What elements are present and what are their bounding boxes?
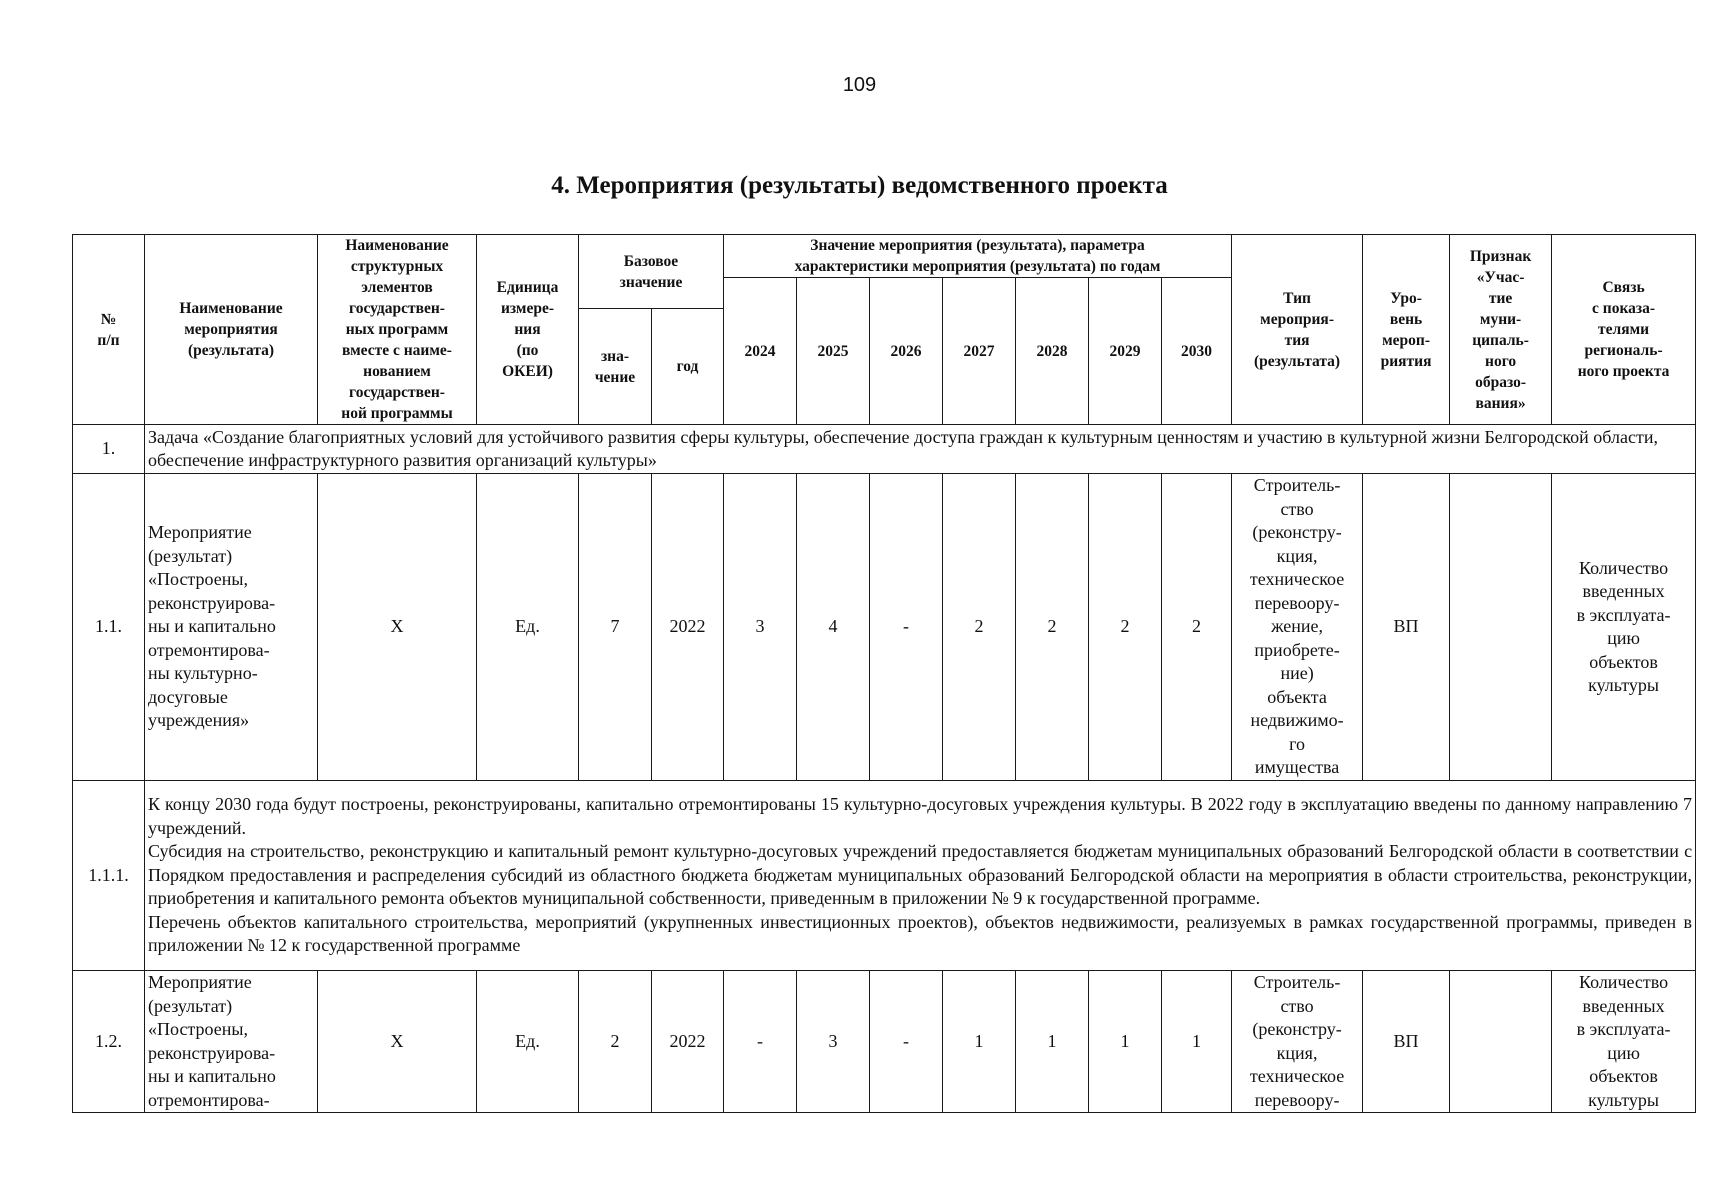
row-type: Строитель- ство (реконстру- кция, техническое перевоору- <box>1232 971 1363 1113</box>
header-name: Наименование мероприятия (результата) <box>145 235 318 425</box>
description-paragraph: Перечень объектов капитального строительства, мероприятий (укрупненных инвестиционных проектов), объектов недвижимости, реализуемых в рамках государственной программы, приведен в приложении № 12 к государственной программе <box>148 911 1693 956</box>
row-value-2026: - <box>870 971 943 1113</box>
page-number: 109 <box>842 74 877 96</box>
row-municipal-sign <box>1450 474 1552 781</box>
row-unit: Ед. <box>477 971 579 1113</box>
row-name: Мероприятие (результат) «Построены, реконструирова- ны и капитально отремонтирова- ны культурно- досуговые учреждения» <box>145 474 318 781</box>
page-title: 4. Мероприятия (результаты) ведомственного проекта <box>551 172 1168 199</box>
project-measures-table <box>72 234 1696 1113</box>
description-paragraph: Субсидия на строительство, реконструкцию и капитальный ремонт культурно-досуговых учреждений предоставляется бюджетам муниципальных образований Белгородской области в соответствии с Порядком предоставления и распределения субсидий из областного бюджета бюджетам муниципальных образований Белгородской области на мероприятия в области строительства, реконструкции, приобретения и капитального ремонта объектов муниципальной собственности, приведенным в приложении № 9 к государственной программе. <box>148 841 1693 909</box>
header-year-2030: 2030 <box>1162 278 1232 425</box>
row-structural-element: Х <box>318 971 477 1113</box>
row-name: Мероприятие (результат) «Построены, реконструирова- ны и капитально отремонтирова- <box>145 971 318 1113</box>
header-year-2027: 2027 <box>943 278 1016 425</box>
row-value-2025: 3 <box>797 971 870 1113</box>
row-value-2027: 2 <box>943 474 1016 781</box>
row-unit: Ед. <box>477 474 579 781</box>
task-row <box>73 425 1696 474</box>
row-value-2027: 1 <box>943 971 1016 1113</box>
header-year-2024: 2024 <box>724 278 797 425</box>
row-value-2030: 1 <box>1162 971 1232 1113</box>
row-num: 1.2. <box>73 971 145 1113</box>
description-num: 1.1.1. <box>73 781 145 971</box>
header-years-group: Значение мероприятия (результата), параметра характеристики мероприятия (результата) по годам <box>724 235 1232 278</box>
header-unit: Единица измере- ния (по ОКЕИ) <box>477 235 579 425</box>
row-level: ВП <box>1363 971 1450 1113</box>
row-value-2025: 4 <box>797 474 870 781</box>
header-year-2029: 2029 <box>1089 278 1162 425</box>
header-link-indicators: Связь с показа- телями региональ- ного проекта <box>1552 235 1696 425</box>
row-type: Строитель- ство (реконстру- кция, техническое перевоору- жение, приобрете- ние) объекта недвижимо- го имущества <box>1232 474 1363 781</box>
row-value-2029: 1 <box>1089 971 1162 1113</box>
row-value-2030: 2 <box>1162 474 1232 781</box>
row-value-2026: - <box>870 474 943 781</box>
row-base-value: 2 <box>579 971 652 1113</box>
header-level: Уро- вень мероп- риятия <box>1363 235 1450 425</box>
row-value-2024: 3 <box>724 474 797 781</box>
row-value-2029: 2 <box>1089 474 1162 781</box>
header-structural-elements: Наименование структурных элементов государствен- ных программ вместе с наиме- нованием государствен- ной программы <box>318 235 477 425</box>
header-base-value-value: зна- чение <box>579 309 652 425</box>
header-row-1 <box>73 235 1696 278</box>
row-base-year: 2022 <box>652 474 724 781</box>
row-value-2028: 1 <box>1016 971 1089 1113</box>
header-type: Тип мероприя- тия (результата) <box>1232 235 1363 425</box>
row-num: 1.1. <box>73 474 145 781</box>
description-paragraph: К концу 2030 года будут построены, реконструированы, капитально отремонтированы 15 культурно-досуговых учреждения культуры. В 2022 году в эксплуатацию введены по данному направлению 7 учреждений. <box>148 794 1693 838</box>
header-num: № п/п <box>73 235 145 425</box>
header-year-2028: 2028 <box>1016 278 1089 425</box>
table-row <box>73 971 1696 1113</box>
row-value-2028: 2 <box>1016 474 1089 781</box>
row-link-indicator: Количество введенных в эксплуата- цию объектов культуры <box>1552 474 1696 781</box>
row-base-year: 2022 <box>652 971 724 1113</box>
description-text <box>145 781 1696 971</box>
description-row <box>73 781 1696 971</box>
header-base-value-year: год <box>652 309 724 425</box>
row-municipal-sign <box>1450 971 1552 1113</box>
row-structural-element: Х <box>318 474 477 781</box>
header-base-value: Базовое значение <box>579 235 724 309</box>
header-year-2025: 2025 <box>797 278 870 425</box>
table-row <box>73 474 1696 781</box>
task-text: Задача «Создание благоприятных условий для устойчивого развития сферы культуры, обеспечение доступа граждан к культурным ценностям и участию в культурной жизни Белгородской области, обеспечение инфраструктурного развития организаций культуры» <box>145 425 1696 474</box>
row-base-value: 7 <box>579 474 652 781</box>
row-value-2024: - <box>724 971 797 1113</box>
row-link-indicator: Количество введенных в эксплуата- цию объектов культуры <box>1552 971 1696 1113</box>
header-year-2026: 2026 <box>870 278 943 425</box>
header-municipal-sign: Признак «Учас- тие муни- ципаль- ного образо- вания» <box>1450 235 1552 425</box>
task-num: 1. <box>73 425 145 474</box>
row-level: ВП <box>1363 474 1450 781</box>
